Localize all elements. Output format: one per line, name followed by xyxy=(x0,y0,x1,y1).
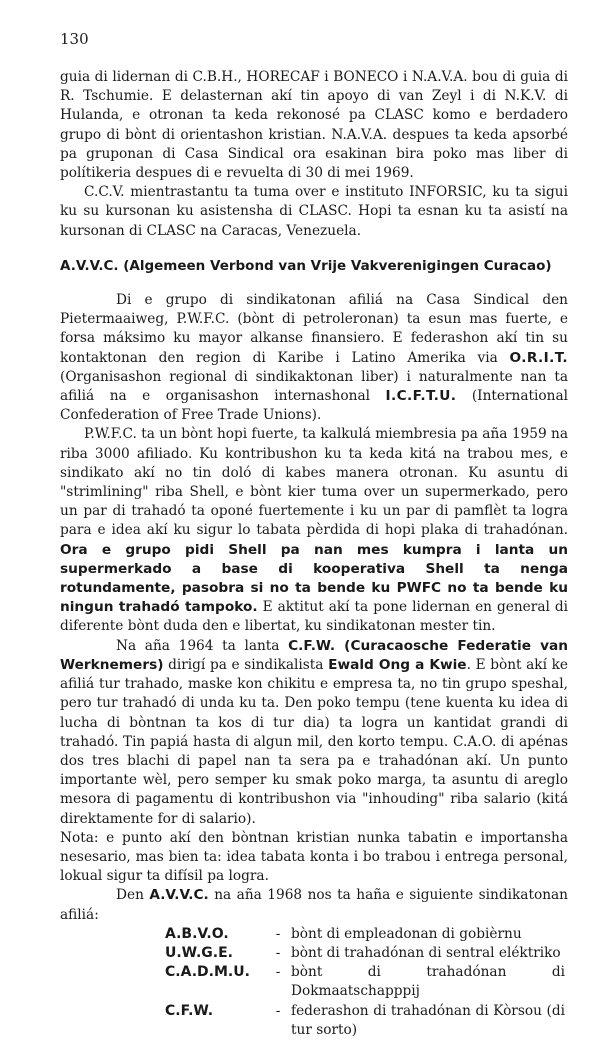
paragraph-avvc-1968: Den A.V.V.C. na aña 1968 nos ta haña e siguiente sindikatonan afiliá: xyxy=(60,887,568,923)
union-code: U.W.G.E. xyxy=(165,944,233,961)
dash: - xyxy=(275,964,281,981)
body-text xyxy=(60,68,568,1040)
union-description: bònt di empleadonan di gobièrnu xyxy=(291,925,522,942)
union-description: federashon di trahadónan di Kòrsou (di tur sorto) xyxy=(291,1002,565,1038)
avvc-acronym: A.V.V.C. xyxy=(149,887,209,904)
icftu-acronym: I.C.F.T.U. xyxy=(385,388,457,405)
union-code: A.B.V.O. xyxy=(165,925,229,942)
page-number: 130 xyxy=(60,30,89,48)
list-item xyxy=(165,1002,565,1040)
bold-shell-cooperative: Ora e grupo pidi Shell pa nan mes kumpra i lanta un supermerkado a base di kooperativa Shell ta nenga rotundamente, pasobra si no ta bende ku PWFC no ta bende ku ningun trahadó tampoko. xyxy=(60,541,568,616)
union-description: bònt di trahadónan di sentral eléktriko xyxy=(291,944,561,961)
dash: - xyxy=(275,944,281,961)
ewald-ong-a-kwie: Ewald Ong a Kwie xyxy=(328,656,467,673)
union-code: C.F.W. xyxy=(165,1002,214,1019)
union-code: C.A.D.M.U. xyxy=(165,964,250,981)
list-item xyxy=(165,944,565,963)
section-heading-avvc: A.V.V.C. (Algemeen Verbond van Vrije Vakverenigingen Curacao) xyxy=(60,257,552,274)
dash: - xyxy=(275,1002,281,1019)
paragraph-cfw-1964: Na aña 1964 ta lanta C.F.W. (Curacaosche Federatie van Werknemers) dirigí pa e sindikalista Ewald Ong a Kwie. E bònt akí ke afiliá tur trahado, maske kon chikitu e empresa ta, no tin grupo speshal, pero tur trahadó di unda ku ta. Den poko tempu (tene kuenta ku idea di lucha di bòntnan ta kos di tur dia) ta logra un kantidat grandi di trahadó. Tin papiá hasta di algun mil, den korto tempu. C.A.O. di apénas dos tres blachi di papel nan ta sera pa e trahadónan akí. Un punto importante wèl, pero semper ku smak poko marga, ta asuntu di areglo mesora di pagamentu di kontribushon via "inhouding" riba salario (kitá direktamente for di salario). xyxy=(60,637,568,827)
paragraph-ccv-inforsic: C.C.V. mientrastantu ta tuma over e instituto INFORSIC, ku ta sigui ku su kursonan ku asistensha di CLASC. Hopi ta esnan ku ta asistí na kursonan di CLASC na Caracas, Venezuela. xyxy=(60,184,568,239)
paragraph-cbh-nava: guia di lidernan di C.B.H., HORECAF i BONECO i N.A.V.A. bou di guia di R. Tschumie. E delasternan akí tin apoyo di van Zeyl i di N.K.V. di Hulanda, e otronan ta keda rekonosé pa CLASC komo e berdadero grupo di bònt di orientashon kristian. N.A.V.A. despues ta keda apsorbé pa gruponan di Casa Sindical ora esakinan bira poko mas liber di polítikeria despues di e revuelta di 30 di mei 1969. xyxy=(60,69,568,182)
list-item xyxy=(165,925,565,944)
list-item xyxy=(165,963,565,1001)
cfw-name: C.F.W. (Curacaosche Federatie van Werknemers) xyxy=(60,637,568,673)
affiliated-unions-list xyxy=(165,925,565,1040)
paragraph-pwfc-shell: P.W.F.C. ta un bònt hopi fuerte, ta kalkulá miembresia pa aña 1959 na riba 3000 afiliado. Ku kontribushon ku ta keda kitá na trabou mes, e sindikato akí no tin doló di kabes manera otronan. Ku asuntu di "strimlining" riba Shell, e bònt kier tuma over un supermerkado, pero un par di trahadó ta oponé fuertemente i ku un par di pamflèt ta logra para e idea akí ku sigur lo tabata pèrdida di hopi plaka di trahadónan. Ora e grupo pidi Shell pa nan mes kumpra i lanta un supermerkado a base di kooperativa Shell ta nenga rotundamente, pasobra si no ta bende ku PWFC no ta bende ku ningun trahadó tampoko. E aktitut akí ta pone lidernan en general di diferente bònt duda den e libertat, ku sindikatonan mester tin. xyxy=(60,426,568,635)
paragraph-pwfc-orit: Di e grupo di sindikatonan afiliá na Casa Sindical den Pietermaaiweg, P.W.F.C. (bònt di petroleronan) ta esun mas fuerte, e forsa máksimo ku mayor alkanse finansiero. E federashon akí tin su kontaktonan den region di Karibe i Latino Amerika via O.R.I.T. (Organisashon regional di sindikaktonan liber) i naturalmente nan ta afiliá na e organisashon internashonal I.C.F.T.U. (International Confederation of Free Trade Unions). xyxy=(60,292,568,424)
union-description: bònt di trahadónan di Dokmaatschapppij xyxy=(291,964,565,1000)
orit-acronym: O.R.I.T. xyxy=(509,349,568,366)
nota-paragraph: Nota: e punto akí den bòntnan kristian nunka tabatin e importansha nesesario, mas bien ta: idea tabata konta i bo trabou i entrega personal, lokual sigur ta difísil pa logra. xyxy=(60,829,568,885)
dash: - xyxy=(275,925,281,942)
